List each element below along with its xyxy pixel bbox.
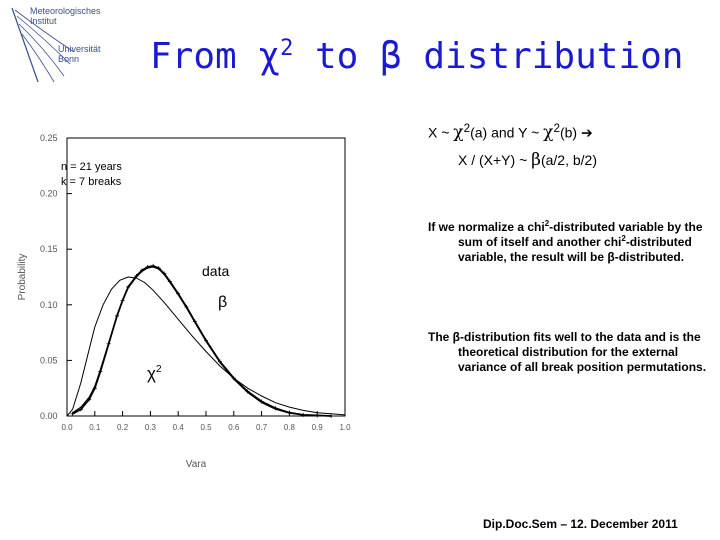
paragraph-fit: [428, 330, 720, 375]
p1-part1: If we normalize a chi: [428, 220, 545, 234]
p1-sup1: 2: [544, 219, 550, 228]
title-prefix: From: [150, 36, 259, 77]
formula1-chi1: χ: [453, 122, 464, 143]
paragraph-normalize: [428, 220, 720, 265]
p2-beta: β: [452, 330, 460, 344]
logo-line-3: Universität: [58, 44, 101, 54]
x-tick-label: 0.3: [144, 423, 156, 432]
annotation-n: n = 21 years: [61, 161, 122, 173]
formula-line-1: [428, 122, 593, 143]
title-suffix: distribution: [401, 36, 684, 77]
formula2-beta: β: [531, 150, 541, 170]
p2-part1: The: [428, 330, 453, 344]
curves: [67, 264, 345, 418]
footer-text: Dip.Doc.Sem – 12. December 2011: [483, 517, 678, 531]
title-beta: β: [380, 36, 402, 77]
x-tick-label: 0.0: [61, 423, 73, 432]
label-data: data: [202, 263, 230, 279]
annotation-k: k = 7 breaks: [61, 176, 122, 188]
x-tick-label: 0.6: [228, 423, 240, 432]
formula-line-2: [458, 150, 597, 170]
formula1-sup1: 2: [463, 122, 471, 135]
x-tick-label: 0.1: [89, 423, 101, 432]
x-axis-label: Vara: [185, 459, 207, 470]
y-tick-label: 0.20: [40, 188, 58, 199]
x-tick-label: 0.5: [200, 423, 212, 432]
series-data-line: [73, 266, 332, 416]
p2-part2: -distribution fits well to the data and is the theoretical distribution for the external variance of all break position permutations.: [458, 330, 707, 374]
y-axis-label: Probability: [17, 253, 28, 301]
x-tick-label: 1.0: [339, 423, 351, 432]
formula1-part1: X ~: [428, 124, 454, 141]
title-middle: to: [293, 36, 381, 77]
university-logo: [4, 2, 124, 88]
logo-line-2: Institut: [30, 16, 57, 26]
y-tick-label: 0.25: [40, 133, 58, 143]
p1-part4: -distributed.: [614, 250, 685, 264]
slide-title: [150, 36, 710, 77]
x-tick-label: 0.9: [311, 423, 323, 432]
y-tick-label: 0.15: [40, 244, 58, 255]
p1-beta: β: [607, 250, 615, 264]
x-tick-label: 0.2: [117, 423, 129, 432]
label-chi: [147, 364, 162, 383]
formula1-chi2: χ: [543, 122, 554, 143]
formula2-part1: X / (X+Y) ~: [458, 152, 532, 168]
y-tick-label: 0.00: [40, 411, 58, 421]
p1-part3: -distributed variable, the result will be: [458, 235, 692, 264]
label-chi-symbol: χ: [147, 364, 156, 383]
title-chi-sup: 2: [280, 36, 294, 61]
arrow-icon: ➔: [580, 124, 593, 141]
logo-line-4: Bonn: [58, 54, 80, 64]
p1-sup2: 2: [621, 234, 626, 243]
formula1-part2: (a) and Y ~: [470, 124, 544, 141]
x-tick-label: 0.4: [172, 423, 184, 432]
formula1-part3: (b): [559, 124, 581, 141]
title-chi: χ: [258, 36, 281, 77]
formula2-part2: (a/2, b/2): [540, 152, 597, 168]
y-tick-label: 0.10: [40, 299, 58, 310]
formula1-sup2: 2: [553, 122, 560, 135]
x-tick-label: 0.7: [256, 423, 268, 432]
logo-line-1: Meteorologisches: [30, 6, 101, 16]
distribution-chart: [10, 125, 365, 475]
x-tick-label: 0.8: [283, 423, 295, 432]
label-chi-sup: 2: [155, 364, 162, 375]
label-beta: β: [218, 294, 228, 311]
y-tick-label: 0.05: [40, 355, 58, 366]
p1-part2: -distributed variable by the sum of itself and another chi: [458, 220, 703, 249]
